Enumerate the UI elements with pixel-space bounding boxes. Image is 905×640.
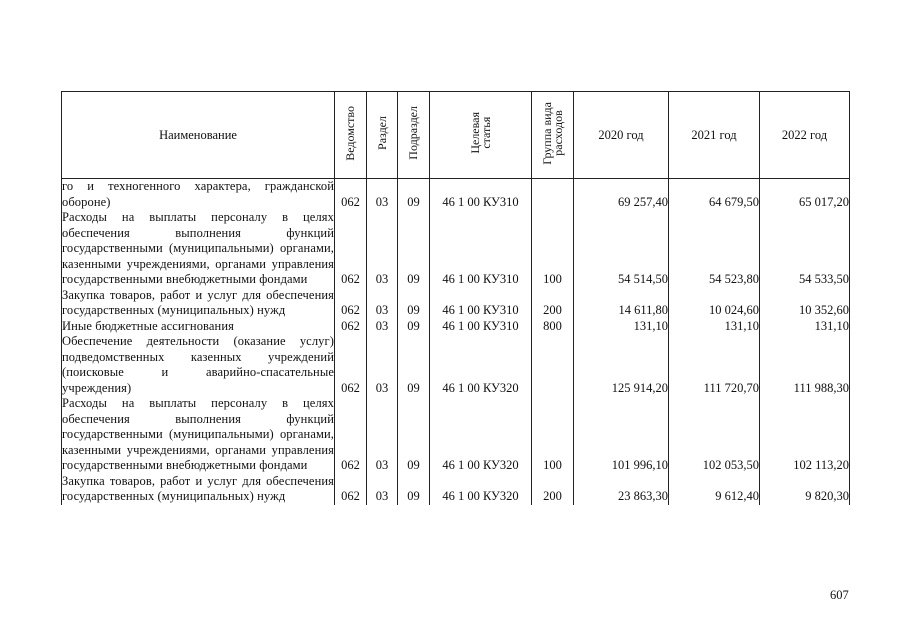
table-row — [62, 319, 850, 335]
row-vedomstvo: 062 — [335, 474, 367, 505]
row-podrazdel: 09 — [398, 396, 430, 474]
row-2022: 131,10 — [760, 319, 850, 335]
row-razdel: 03 — [367, 210, 398, 288]
row-podrazdel: 09 — [398, 319, 430, 335]
row-2020: 125 914,20 — [574, 334, 669, 396]
row-gruppa: 800 — [532, 319, 574, 335]
row-2021: 10 024,60 — [669, 288, 760, 319]
table-row — [62, 210, 850, 288]
row-name: Закупка товаров, работ и услуг для обеспечения государственных (муниципальных) нужд — [62, 473, 334, 503]
row-name: Расходы на выплаты персоналу в целях обеспечения выполнения функций государственными (муниципальными) органами, казенными учреждениями, органами управления государственными внебюджетными фондами — [62, 210, 334, 286]
row-2021: 102 053,50 — [669, 396, 760, 474]
header-gruppa-vida — [532, 92, 574, 179]
header-podrazdel-label: Подраздел — [406, 106, 420, 160]
row-2020: 23 863,30 — [574, 474, 669, 505]
row-razdel: 03 — [367, 319, 398, 335]
header-celevaya-label: Целевая статья — [467, 112, 493, 154]
row-2021: 64 679,50 — [669, 179, 760, 211]
table-row — [62, 474, 850, 505]
row-2022: 102 113,20 — [760, 396, 850, 474]
row-gruppa — [532, 334, 574, 396]
header-podrazdel — [398, 92, 430, 179]
header-razdel-label: Раздел — [374, 116, 389, 150]
row-podrazdel: 09 — [398, 474, 430, 505]
page-number: 607 — [830, 588, 849, 602]
row-2020: 14 611,80 — [574, 288, 669, 319]
row-name: Обеспечение деятельности (оказание услуг) подведомственных казенных учреждений (поисковые и аварийно-спасательные учреждения) — [62, 334, 334, 395]
header-2022: 2022 год — [760, 92, 850, 179]
row-name: го и техногенного характера, гражданской обороне) — [62, 179, 334, 209]
header-gruppa-label: Группа вида расходов — [539, 101, 565, 165]
row-2020: 54 514,50 — [574, 210, 669, 288]
row-gruppa: 100 — [532, 210, 574, 288]
row-2022: 111 988,30 — [760, 334, 850, 396]
row-razdel: 03 — [367, 179, 398, 211]
row-gruppa: 200 — [532, 288, 574, 319]
row-celevaya: 46 1 00 КУ310 — [430, 288, 532, 319]
row-razdel: 03 — [367, 474, 398, 505]
header-vedomstvo — [335, 92, 367, 179]
row-vedomstvo: 062 — [335, 179, 367, 211]
header-name: Наименование — [62, 92, 335, 179]
budget-table — [61, 91, 850, 505]
row-gruppa: 100 — [532, 396, 574, 474]
row-celevaya: 46 1 00 КУ320 — [430, 334, 532, 396]
row-podrazdel: 09 — [398, 179, 430, 211]
row-gruppa: 200 — [532, 474, 574, 505]
row-2020: 101 996,10 — [574, 396, 669, 474]
row-razdel: 03 — [367, 334, 398, 396]
row-celevaya: 46 1 00 КУ320 — [430, 474, 532, 505]
row-vedomstvo: 062 — [335, 210, 367, 288]
row-razdel: 03 — [367, 396, 398, 474]
header-razdel — [367, 92, 398, 179]
row-2022: 10 352,60 — [760, 288, 850, 319]
row-2022: 54 533,50 — [760, 210, 850, 288]
header-celevaya-statya — [430, 92, 532, 179]
row-podrazdel: 09 — [398, 210, 430, 288]
row-name: Расходы на выплаты персоналу в целях обеспечения выполнения функций государственными (муниципальными) органами, казенными учреждениями, органами управления государственными внебюджетными фондами — [62, 396, 334, 472]
row-2021: 54 523,80 — [669, 210, 760, 288]
row-celevaya: 46 1 00 КУ310 — [430, 210, 532, 288]
table-body — [62, 179, 850, 505]
row-2022: 9 820,30 — [760, 474, 850, 505]
row-vedomstvo: 062 — [335, 288, 367, 319]
row-2021: 131,10 — [669, 319, 760, 335]
row-celevaya: 46 1 00 КУ310 — [430, 319, 532, 335]
row-celevaya: 46 1 00 КУ310 — [430, 179, 532, 211]
table-row — [62, 396, 850, 474]
header-2020: 2020 год — [574, 92, 669, 179]
row-vedomstvo: 062 — [335, 334, 367, 396]
table-row — [62, 288, 850, 319]
row-2021: 9 612,40 — [669, 474, 760, 505]
row-razdel: 03 — [367, 288, 398, 319]
header-vedomstvo-label: Ведомство — [343, 105, 357, 161]
row-vedomstvo: 062 — [335, 319, 367, 335]
header-2021: 2021 год — [669, 92, 760, 179]
table-row — [62, 179, 850, 211]
row-gruppa — [532, 179, 574, 211]
row-vedomstvo: 062 — [335, 396, 367, 474]
row-name: Иные бюджетные ассигнования — [62, 319, 335, 335]
row-2022: 65 017,20 — [760, 179, 850, 211]
table-header — [62, 92, 850, 179]
row-celevaya: 46 1 00 КУ320 — [430, 396, 532, 474]
row-podrazdel: 09 — [398, 334, 430, 396]
row-name: Закупка товаров, работ и услуг для обеспечения государственных (муниципальных) нужд — [62, 287, 334, 317]
row-2021: 111 720,70 — [669, 334, 760, 396]
table-row — [62, 334, 850, 396]
row-2020: 131,10 — [574, 319, 669, 335]
row-2020: 69 257,40 — [574, 179, 669, 211]
row-podrazdel: 09 — [398, 288, 430, 319]
